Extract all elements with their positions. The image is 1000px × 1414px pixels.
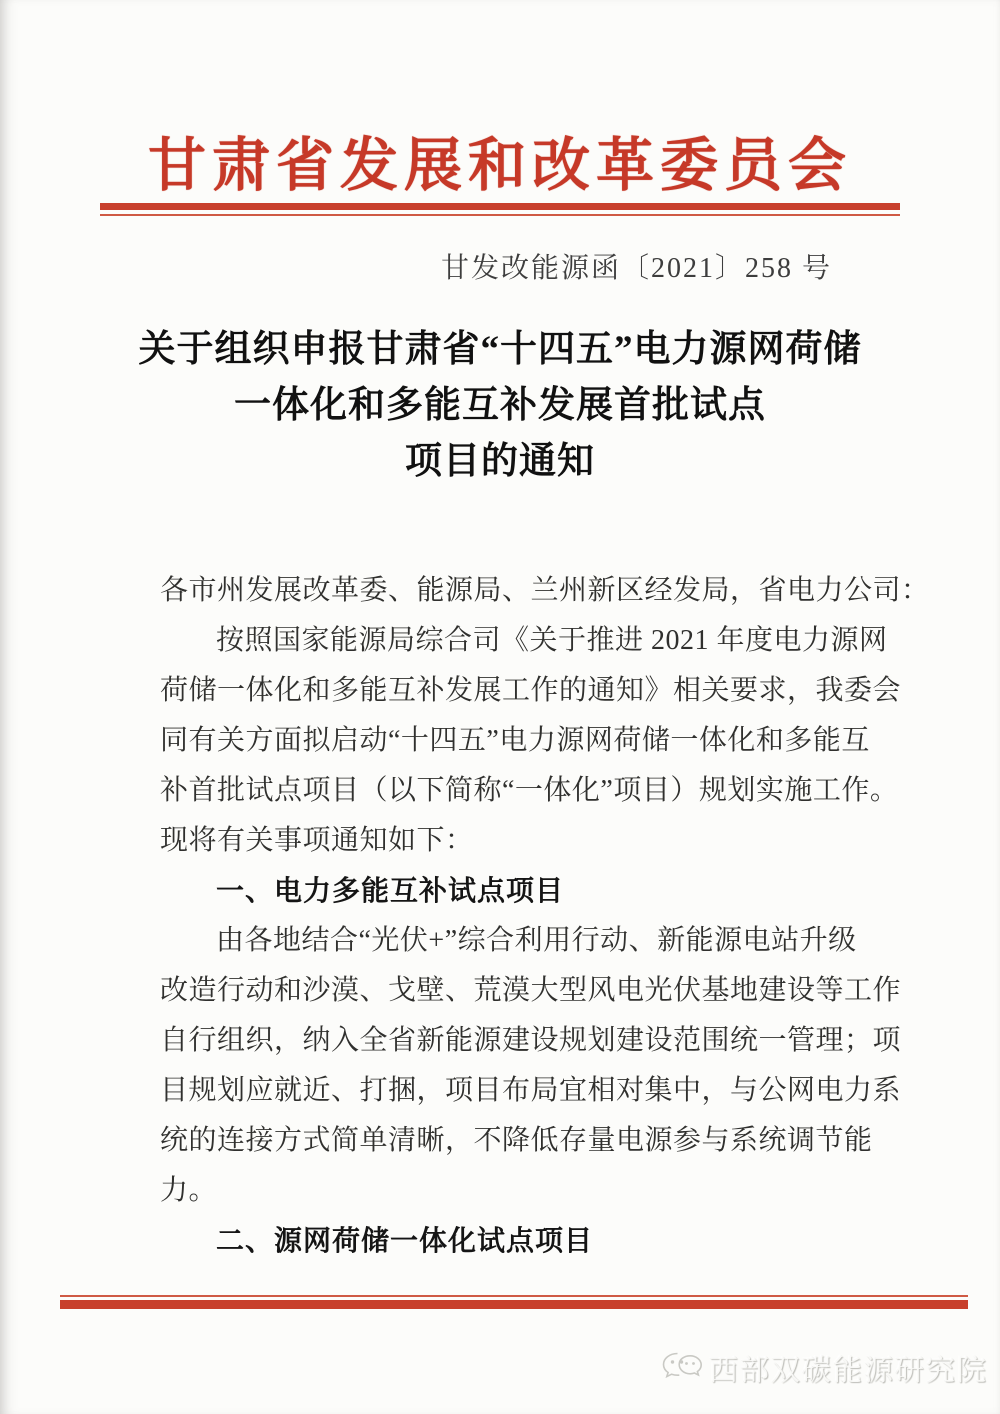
body-line: 自行组织，纳入全省新能源建设规划建设范围统一管理；项 xyxy=(160,1025,902,1056)
doc-number: 甘发改能源函〔2021〕258 号 xyxy=(440,253,832,284)
body-line: 现将有关事项通知如下： xyxy=(160,825,474,856)
red-rule-bottom-thick xyxy=(60,1300,968,1309)
body-line: 各市州发展改革委、能源局、兰州新区经发局，省电力公司： xyxy=(160,575,930,606)
body-line: 力。 xyxy=(160,1175,218,1206)
wechat-icon xyxy=(661,1351,703,1387)
body-line: 由各地结合“光伏+”综合利用行动、新能源电站升级 xyxy=(216,925,857,956)
body-line: 同有关方面拟启动“十四五”电力源网荷储一体化和多能互 xyxy=(160,725,870,756)
notice-title-line-3: 项目的通知 xyxy=(405,441,595,482)
body-line: 目规划应就近、打捆，项目布局宜相对集中，与公网电力系 xyxy=(160,1075,902,1106)
red-rule-bottom-thin xyxy=(60,1295,968,1297)
notice-title xyxy=(0,322,1000,490)
notice-title-line-1: 关于组织申报甘肃省“十四五”电力源网荷储 xyxy=(138,329,862,370)
red-rule-top xyxy=(100,203,900,216)
notice-title-line-2: 一体化和多能互补发展首批试点 xyxy=(234,385,766,426)
body-section-heading: 二、源网荷储一体化试点项目 xyxy=(216,1225,594,1256)
body-line: 改造行动和沙漠、戈壁、荒漠大型风电光伏基地建设等工作 xyxy=(160,975,902,1006)
body-line: 补首批试点项目（以下简称“一体化”项目）规划实施工作。 xyxy=(160,775,899,806)
watermark xyxy=(661,1348,988,1389)
body-section-heading: 一、电力多能互补试点项目 xyxy=(216,875,565,906)
body-line: 统的连接方式简单清晰，不降低存量电源参与系统调节能 xyxy=(160,1125,873,1156)
body-text xyxy=(160,566,930,1266)
body-line: 按照国家能源局综合司《关于推进 2021 年度电力源网 xyxy=(216,625,888,656)
red-rule-bottom xyxy=(60,1295,968,1309)
red-rule-top-thick xyxy=(100,203,900,210)
agency-title: 甘肃省发展和改革委员会 xyxy=(147,133,852,198)
red-rule-top-thin xyxy=(100,214,900,216)
body-line: 荷储一体化和多能互补发展工作的通知》相关要求，我委会 xyxy=(160,675,902,706)
watermark-text: 西部双碳能源研究院 xyxy=(708,1355,988,1387)
